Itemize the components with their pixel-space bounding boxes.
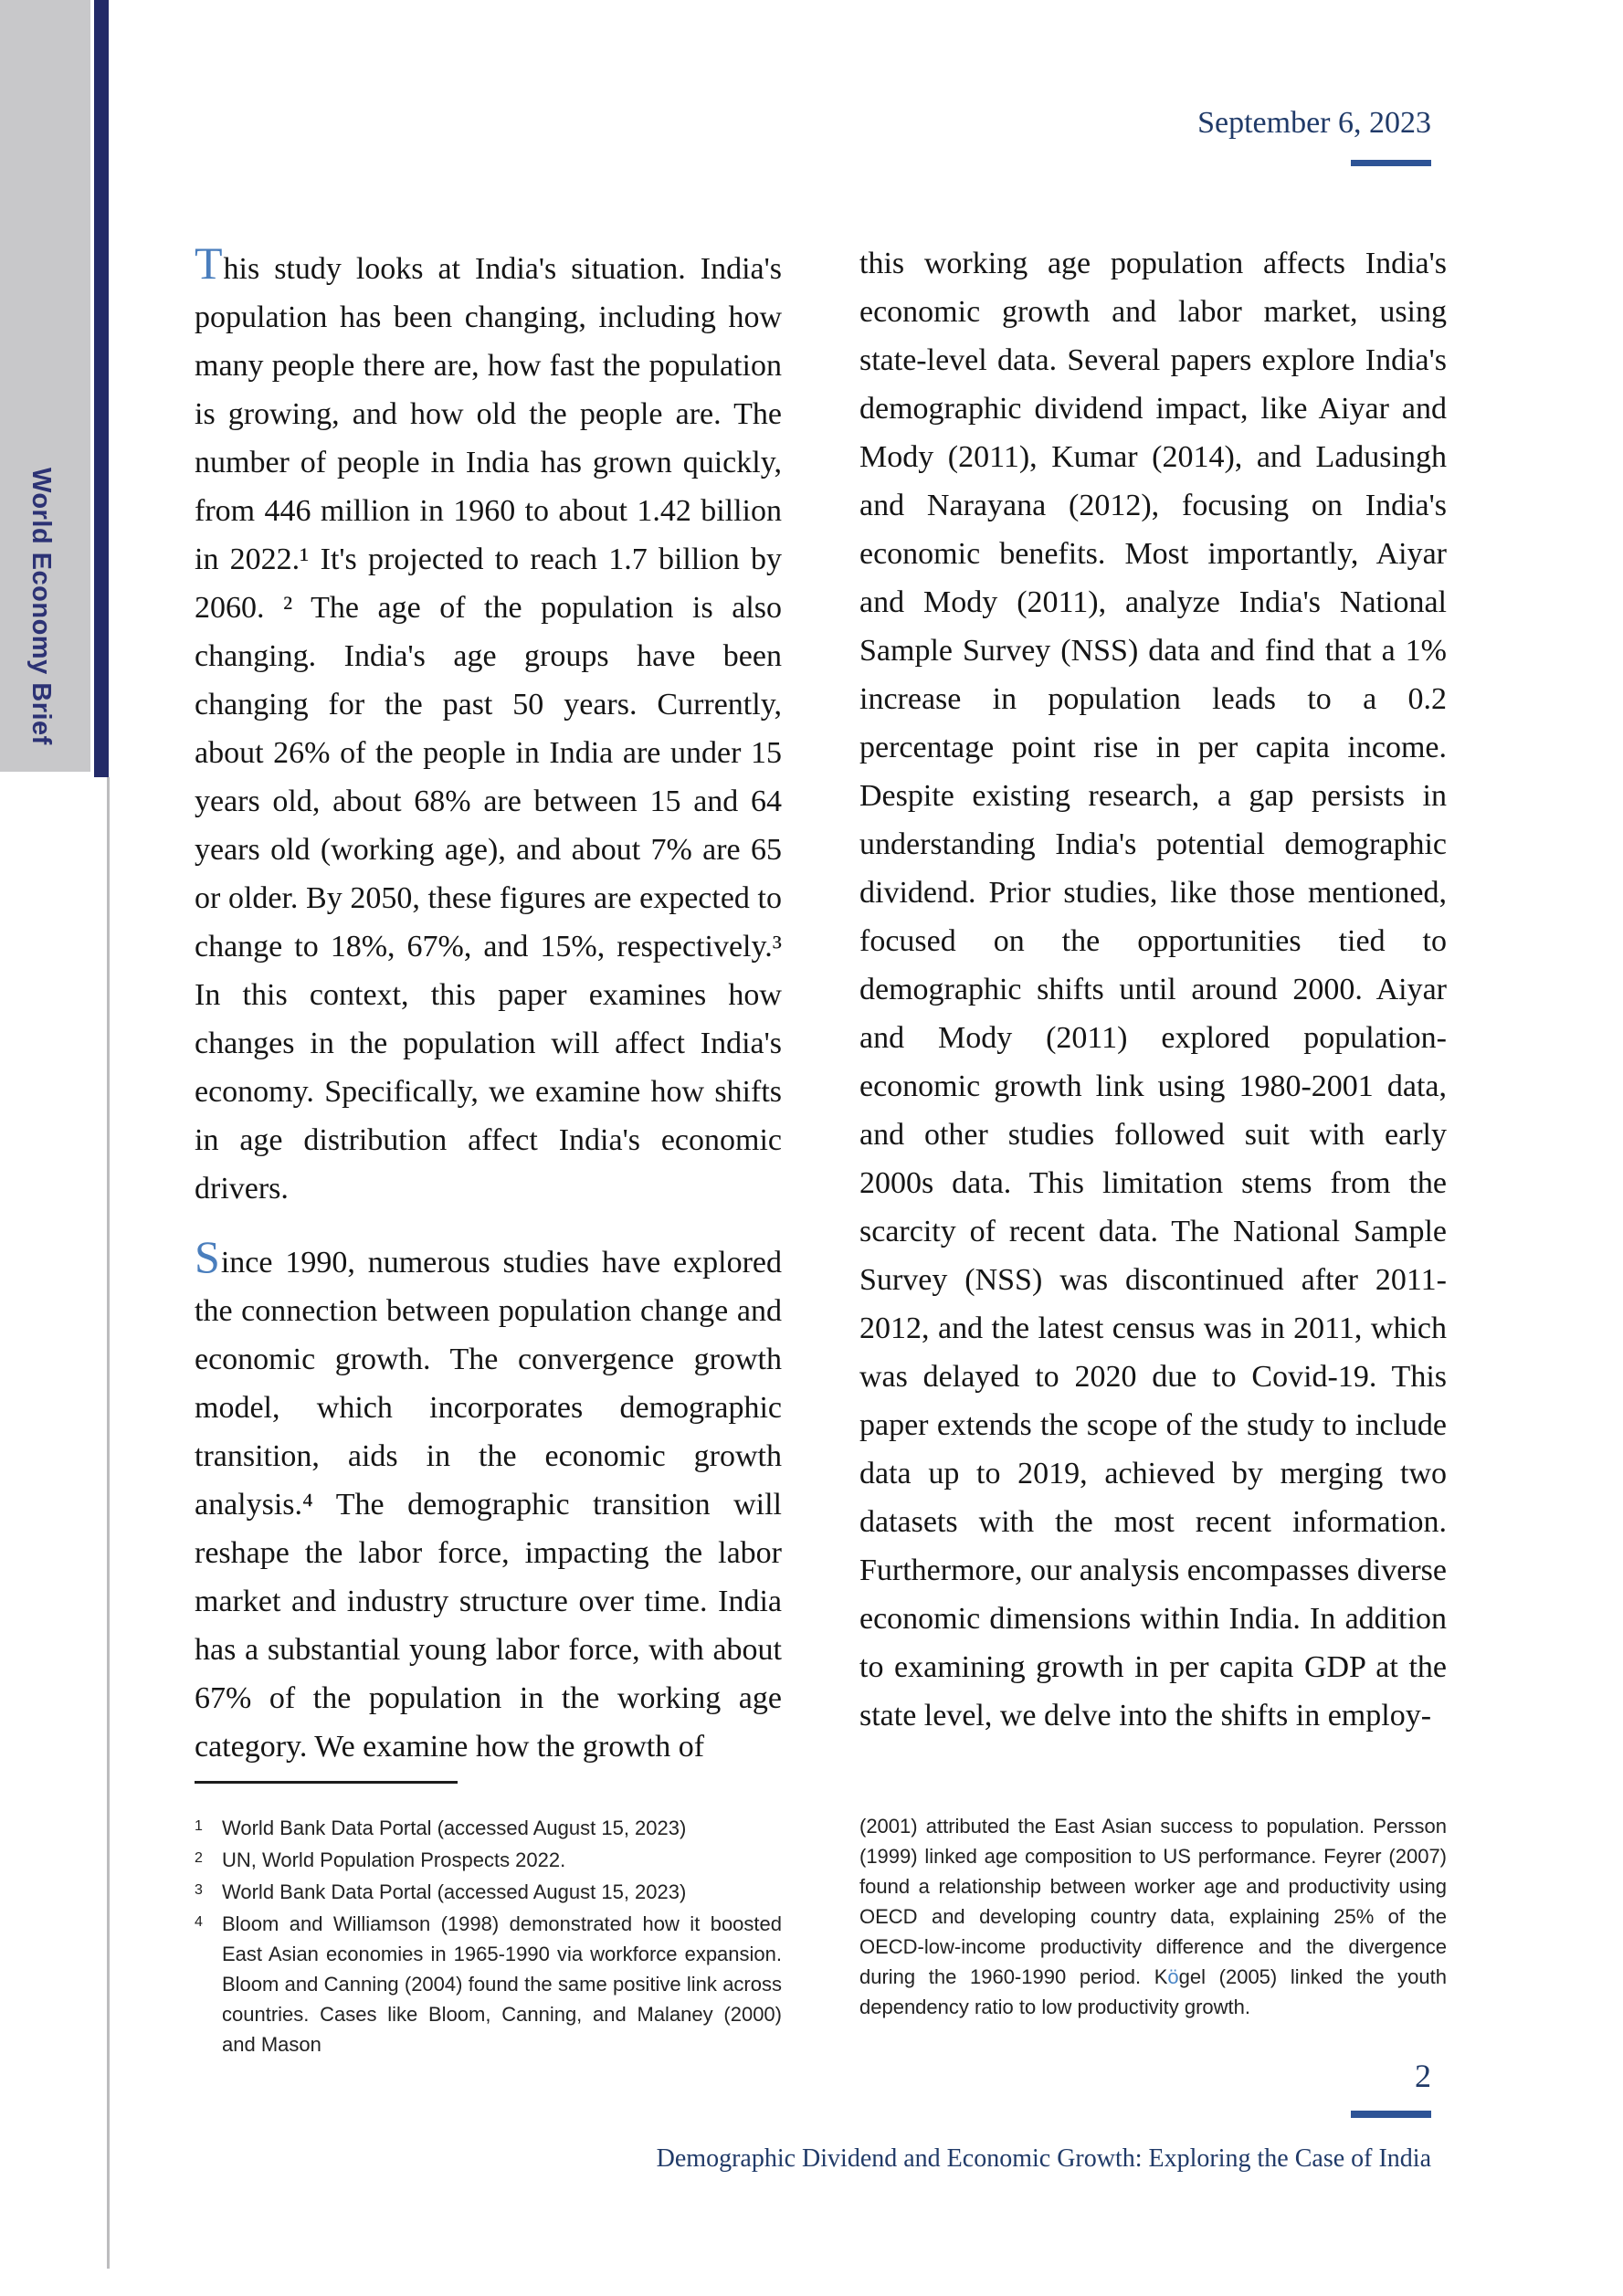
footnote-number: 2 xyxy=(195,1850,203,1866)
footnote-item-2 xyxy=(195,1843,782,1875)
paragraph-2 xyxy=(195,1233,782,1771)
issue-date: September 6, 2023 xyxy=(1197,106,1431,140)
footnote-number: 1 xyxy=(195,1818,203,1834)
footnote-text: UN, World Population Prospects 2022. xyxy=(222,1848,566,1871)
footnote-continuation-text: gel (2005) linked the youth dependency ratio to low productivity growth. xyxy=(859,1965,1447,2018)
footnote-number: 3 xyxy=(195,1882,203,1898)
footnote-item-1 xyxy=(195,1811,782,1843)
footnote-text: World Bank Data Portal (accessed August 15, 2023) xyxy=(222,1817,687,1839)
footnote-item-4 xyxy=(195,1907,782,2059)
paragraph-1-text: his study looks at India's situation. India's population has been changing, including how many people there are, how fast the population is growing, and how old the people are. The number of people in India has grown quickly, from 446 million in 1960 to about 1.42 billion in 2022.¹ It's projected to reach 1.7 billion by 2060. ² The age of the population is also changing. India's age groups have been changing for the past 50 years. Currently, about 26% of the people in India are under 15 years old, about 68% are between 15 and 64 years old (working age), and about 7% are 65 or older. By 2050, these figures are expected to change to 18%, 67%, and 15%, respectively.³ In this context, this paper examines how changes in the population will affect India's economy. Specifically, we examine how shifts in age distribution affect India's economic drivers. xyxy=(195,252,782,1206)
sidebar-accent-bar xyxy=(94,0,109,777)
footnote-separator xyxy=(195,1781,458,1784)
footnotes-right-continuation xyxy=(859,1811,1447,2022)
page-number: 2 xyxy=(1415,2058,1431,2094)
footnote-text: World Bank Data Portal (accessed August 15, 2023) xyxy=(222,1880,687,1903)
footnote-item-3 xyxy=(195,1875,782,1907)
paragraph-3: this working age population affects India's economic growth and labor market, using state-level data. Several papers explore India's demographic dividend impact, like Aiyar and Mody (2011), Kumar (2014), and Ladusingh and Narayana (2012), focusing on India's economic benefits. Most importantly, Aiyar and Mody (2011), analyze India's National Sample Survey (NSS) data and find that a 1% increase in population leads to a 0.2 percentage point rise in per capita income. Despite existing research, a gap persists in understanding India's potential demographic dividend. Prior studies, like those mentioned, focused on the opportunities tied to demographic shifts until around 2000. Aiyar and Mody (2011) explored population-economic growth link using 1980-2001 data, and other studies followed suit with early 2000s data. This limitation stems from the scarcity of recent data. The National Sample Survey (NSS) was discontinued after 2011-2012, and the latest census was in 2011, which was delayed to 2020 due to Covid-19. This paper extends the scope of the study to include data up to 2019, achieved by merging two datasets with the most recent information. Furthermore, our analysis encompasses diverse economic dimensions within India. In addition to examining growth in per capita GDP at the state level, we delve into the shifts in employ- xyxy=(859,247,1447,1733)
footer-document-title: Demographic Dividend and Economic Growth: Exploring the Case of India xyxy=(656,2144,1431,2173)
body-column-left xyxy=(195,239,782,1771)
footer-rule xyxy=(1351,2111,1431,2118)
sidebar-thin-line xyxy=(107,777,110,2269)
footnote-number: 4 xyxy=(195,1914,203,1930)
body-columns xyxy=(195,239,1447,1771)
sidebar-series-title: World Economy Brief xyxy=(26,468,56,745)
footnote-continuation-text: (2001) attributed the East Asian success to population. Persson (1999) linked age composition to US performance. Feyrer (2007) found a relationship between worker age and productivity using OECD and developing country data, explaining 25% of the OECD-low-income productivity difference and the divergence during the 1960-1990 period. K xyxy=(859,1815,1447,1988)
footnotes-left xyxy=(195,1811,782,2059)
header-rule xyxy=(1351,160,1431,166)
dropcap-letter: S xyxy=(195,1231,220,1282)
body-column-right xyxy=(859,239,1447,1771)
paragraph-2-text: ince 1990, numerous studies have explored the connection between population change and economic growth. The convergence growth model, which incorporates demographic transition, aids in the economic growth analysis.⁴ The demographic transition will reshape the labor force, impacting the labor market and industry structure over time. India has a substantial young labor force, with about 67% of the population in the working age category. We examine how the growth of xyxy=(195,1246,782,1764)
accent-character: ö xyxy=(1167,1965,1179,1988)
paragraph-1 xyxy=(195,239,782,1213)
dropcap-letter: T xyxy=(195,237,223,289)
footnote-text: Bloom and Williamson (1998) demonstrated how it boosted East Asian economies in 1965-1990 via workforce expansion. Bloom and Canning (2004) found the same positive link across countries. Cases like Bloom, Canning, and Malaney (2000) and Mason xyxy=(222,1912,782,2056)
